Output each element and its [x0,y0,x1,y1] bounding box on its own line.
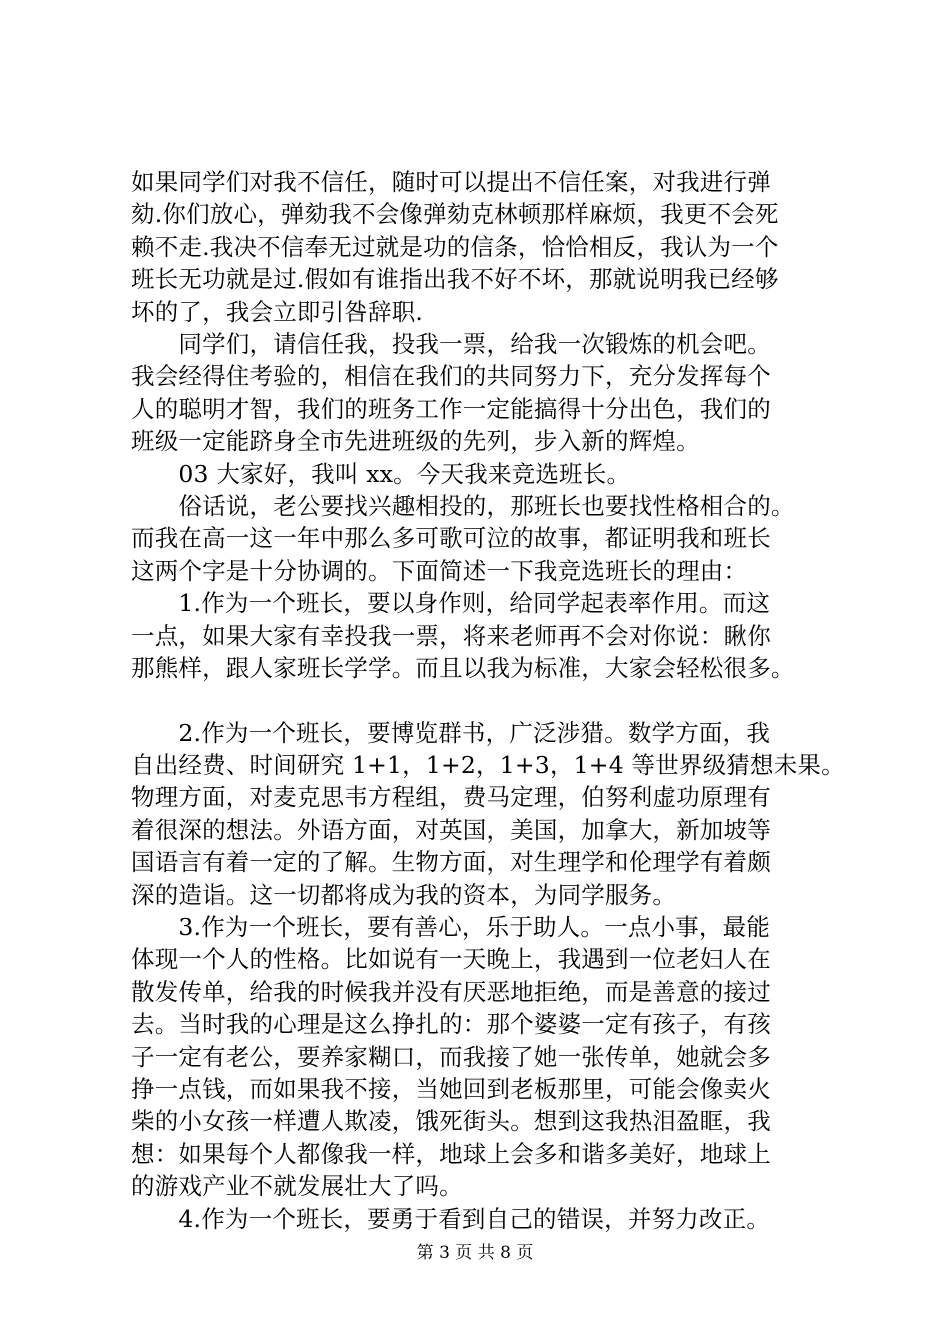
text-line: 人的聪明才智，我们的班务工作一定能搞得十分出色，我们的 [131,394,771,423]
text-line: 挣一点钱，而如果我不接，当她回到老板那里，可能会像卖火 [131,1074,771,1103]
text-line: 1.作为一个班长，要以身作则，给同学起表率作用。而这 [131,589,771,618]
text-line: 同学们，请信任我，投我一票，给我一次锻炼的机会吧。 [131,330,771,359]
paragraph-reason-2 [131,717,845,911]
text-line: 的游戏产业不就发展壮大了吗。 [131,1172,463,1201]
text-line: 3.作为一个班长，要有善心，乐于助人。一点小事，最能 [131,912,771,941]
text-line: 物理方面，对麦克思韦方程组，费马定理，伯努利虚功原理有 [131,783,771,812]
text-line: 坏的了，我会立即引咎辞职. [131,297,424,326]
text-line: 子一定有老公，要养家糊口，而我接了她一张传单，她就会多 [131,1042,771,1071]
text-line: 自出经费、时间研究 1+1，1+2，1+3，1+4 等世界级猜想未果。 [131,750,845,779]
paragraph-proverb [131,490,831,587]
text-line: 劾.你们放心，弹劾我不会像弹劾克林顿那样麻烦，我更不会死 [131,200,779,229]
text-line: 国语言有着一定的了解。生物方面，对生理学和伦理学有着颇 [131,848,771,877]
paragraph-reason-1 [131,587,831,684]
text-line: 而我在高一这一年中那么多可歌可泣的故事，都证明我和班长 [131,524,771,553]
text-line: 体现一个人的性格。比如说有一天晚上，我遇到一位老妇人在 [131,945,771,974]
text-line: 2.作为一个班长，要博览群书，广泛涉猎。数学方面，我 [131,718,771,747]
text-line: 俗话说，老公要找兴趣相投的，那班长也要找性格相合的。 [131,492,795,521]
text-line: 赖不走.我决不信奉无过就是功的信条，恰恰相反，我认为一个 [131,232,779,261]
paragraph-impeachment [131,166,831,328]
paragraph-reason-3 [131,911,831,1203]
text-line: 如果同学们对我不信任，随时可以提出不信任案，对我进行弹 [131,168,771,196]
text-line: 这两个字是十分协调的。下面简述一下我竞选班长的理由： [131,556,748,585]
text-line: 4.作为一个班长，要勇于看到自己的错误，并努力改正。 [131,1204,771,1233]
text-line: 深的造诣。这一切都将成为我的资本，为同学服务。 [131,880,677,909]
text-line: 想：如果每个人都像我一样，地球上会多和谐多美好，地球上 [131,1139,771,1168]
text-line: 散发传单，给我的时候我并没有厌恶地拒绝，而是善意的接过 [131,977,771,1006]
paragraph-speech-03-intro [131,458,831,490]
text-line: 班级一定能跻身全市先进班级的先列，步入新的辉煌。 [131,427,700,456]
paragraph-reason-4 [131,1203,831,1235]
text-line: 03 大家好，我叫 xx。今天我来竞选班长。 [131,459,631,488]
document-body [131,166,845,1235]
paragraph-spacer [131,685,831,717]
text-line: 一点，如果大家有幸投我一票，将来老师再不会对你说：瞅你 [131,621,771,650]
text-line: 那熊样，跟人家班长学学。而且以我为标准，大家会轻松很多。 [131,654,795,683]
text-line: 班长无功就是过.假如有谁指出我不好不坏，那就说明我已经够 [131,265,779,294]
text-line: 去。当时我的心理是这么挣扎的：那个婆婆一定有孩子，有孩 [131,1010,771,1039]
text-line: 着很深的想法。外语方面，对英国，美国，加拿大，新加坡等 [131,815,771,844]
paragraph-vote-request [131,328,831,458]
page-footer: 第 3 页 共 8 页 [416,1243,534,1263]
text-line: 我会经得住考验的，相信在我们的共同努力下，充分发挥每个 [131,362,771,391]
text-line: 柴的小女孩一样遭人欺凌，饿死街头。想到这我热泪盈眶，我 [131,1107,771,1136]
